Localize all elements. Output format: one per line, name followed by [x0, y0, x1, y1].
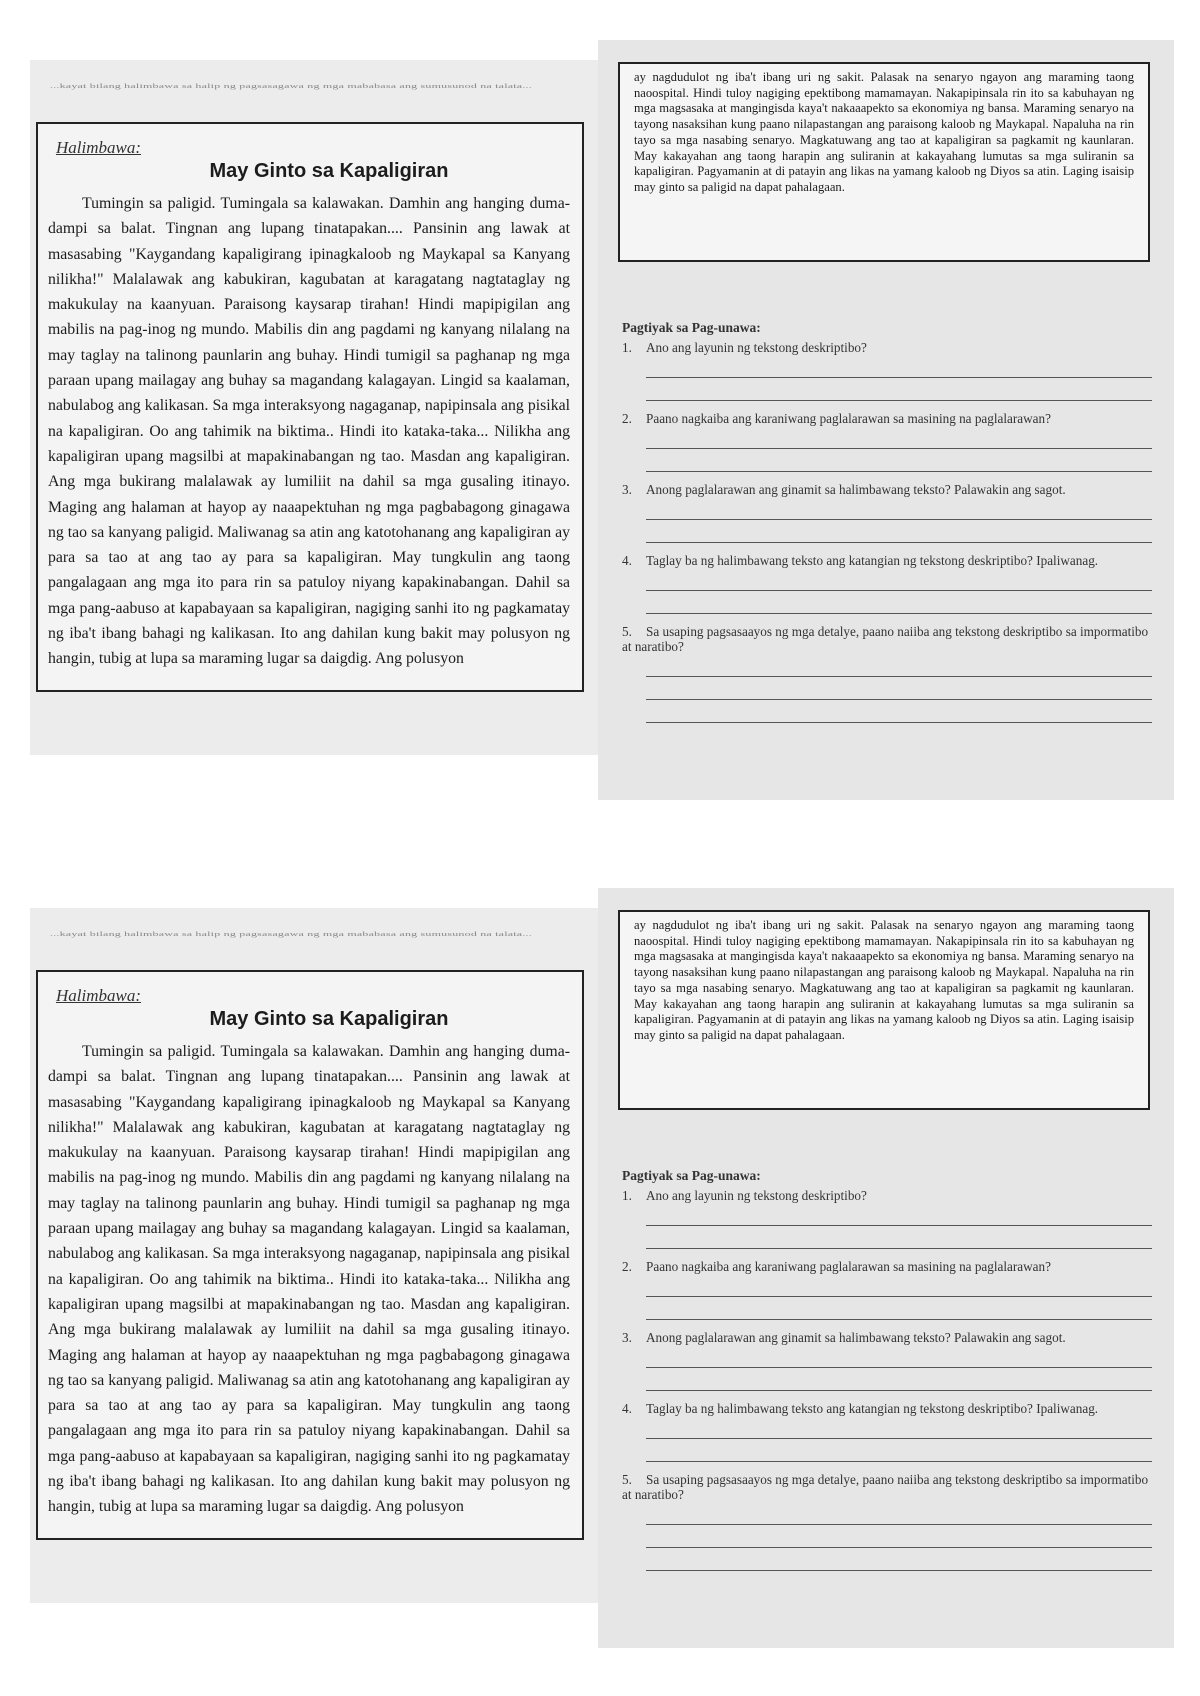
question-number: 2.: [622, 411, 632, 426]
question-number: 3.: [622, 482, 632, 497]
questions-heading: Pagtiyak sa Pag-unawa:: [622, 1168, 761, 1183]
questions-list: [622, 1188, 1152, 1581]
example-box: [36, 970, 584, 1540]
question-item: [622, 1188, 1152, 1249]
question-item: [622, 411, 1152, 472]
continuation-text: ay nagdudulot ng iba't ibang uri ng sakit. Palasak na senaryo ngayon ang maraming taong naoospital. Hindi tuloy nagiging epektibong mamamayan. Nakapipinsala rin ito sa kabuhayan ng mga magsasaka at mangingisda kaya't nakaaapekto sa ekonomiya ng bansa. Maraming senaryo na tayong nasaksihan kung paano nilapastangan ang paraisong kaloob ng Maykapal. Napaluha na rin tayo sa mga nasabing senaryo. Magkatuwang ang tao at kapaligiran sa pagkamit ng kaunlaran. May kakayahan ang taong harapin ang suliranin at kakayahang lumutas sa mga suliranin sa kapaligiran. Pagyamanin at di patayin ang likas na yamang kaloob ng Diyos sa atin. Laging isaisip may ginto sa paligid na dapat pahalagaan.: [634, 918, 1134, 1042]
question-number: 4.: [622, 1401, 632, 1416]
answer-line[interactable]: [646, 519, 1152, 520]
question-number: 5.: [622, 1472, 632, 1487]
question-text: Anong paglalarawan ang ginamit sa halimbawang teksto? Palawakin ang sagot.: [646, 1330, 1066, 1345]
questions-heading: Pagtiyak sa Pag-unawa:: [622, 320, 761, 335]
question-text: Ano ang layunin ng tekstong deskriptibo?: [646, 340, 867, 355]
example-title: May Ginto sa Kapaligiran: [209, 1008, 449, 1030]
right-page: [598, 888, 1174, 1648]
question-text: Paano nagkaiba ang karaniwang paglalarawan sa masining na paglalarawan?: [646, 411, 1051, 426]
answer-line[interactable]: [646, 1319, 1152, 1320]
answer-line[interactable]: [646, 699, 1152, 700]
right-page: [598, 40, 1174, 800]
question-item: [622, 340, 1152, 401]
question-text: Sa usaping pagsasaayos ng mga detalye, paano naiiba ang tekstong deskriptibo sa impormatibo at naratibo?: [622, 1472, 1149, 1502]
question-number: 1.: [622, 340, 632, 355]
question-item: [622, 1330, 1152, 1391]
answer-line[interactable]: [646, 590, 1152, 591]
cut-off-text-line: ...kayat bilang halimbawa sa halip ng pagsasagawa ng mga mababasa ang sumusunod na talata...: [50, 82, 532, 90]
answer-line[interactable]: [646, 1248, 1152, 1249]
question-text: Taglay ba ng halimbawang teksto ang katangian ng tekstong deskriptibo? Ipaliwanag.: [646, 553, 1099, 568]
question-item: [622, 553, 1152, 614]
cut-off-text-line: ...kayat bilang halimbawa sa halip ng pagsasagawa ng mga mababasa ang sumusunod na talata...: [50, 930, 532, 938]
answer-line[interactable]: [646, 542, 1152, 543]
answer-line[interactable]: [646, 400, 1152, 401]
question-item: [622, 1259, 1152, 1320]
answer-line[interactable]: [646, 1547, 1152, 1548]
answer-line[interactable]: [646, 471, 1152, 472]
continuation-text: ay nagdudulot ng iba't ibang uri ng sakit. Palasak na senaryo ngayon ang maraming taong naoospital. Hindi tuloy nagiging epektibong mamamayan. Nakapipinsala rin ito sa kabuhayan ng mga magsasaka at mangingisda kaya't nakaaapekto sa ekonomiya ng bansa. Maraming senaryo na tayong nasaksihan kung paano nilapastangan ang paraisong kaloob ng Maykapal. Napaluha na rin tayo sa mga nasabing senaryo. Magkatuwang ang tao at kapaligiran sa pagkamit ng kaunlaran. May kakayahan ang taong harapin ang suliranin at kakayahang lumutas sa mga suliranin sa kapaligiran. Pagyamanin at di patayin ang likas na yamang kaloob ng Diyos sa atin. Laging isaisip may ginto sa paligid na dapat pahalagaan.: [634, 70, 1134, 194]
example-title: May Ginto sa Kapaligiran: [209, 160, 449, 182]
answer-line[interactable]: [646, 1438, 1152, 1439]
example-body: Tumingin sa paligid. Tumingala sa kalawakan. Damhin ang hanging dumadampi sa balat. Tingnan ang lupang tinatapakan.... Pansinin ang lawak at masasabing "Kaygandang kapaligirang ipinagkaloob ng Maykapal sa Kanyang nilikha!" Malalawak ang kabukiran, kagubatan at karagatang nagtataglay ng makukulay na kaanyuan. Paraisong kaysarap tirahan! Hindi mapipigilan ang mabilis na pag-inog ng mundo. Mabilis din ang pagdami ng kanyang nilalang na may taglay na talinong paunlarin ang buhay. Hindi tumigil sa paghanap ng mga paraan upang mailagay ang buhay sa magandang kalagayan. Lingid sa kaalaman, nabulabog ang kalikasan. Sa mga interaksyong nagaganap, napipinsala ang pisikal na kapaligiran. Oo ang tahimik na biktima.. Hindi ito kataka-taka... Nilikha ang kapaligiran upang magsilbi at mapakinabangan ng tao. Masdan ang kapaligiran. Ang mga bukirang malalawak ay lumiliit na dahil sa mga gusaling itinayo. Maging ang halaman at hayop ay naaapektuhan ng mga pagbabagong ginagawa ng tao sa kanyang paligid. Maliwanag sa atin ang katotohanang ang kapaligiran ay para sa tao at ang tao ay para sa kapaligiran. May tungkulin ang taong pangalagaan ang mga ito para rin sa patuloy niyang kapakinabangan. Dahil sa mga pang-aabuso at kapabayaan sa kapaligiran, nagiging sanhi ito ng pagkamatay ng iba't ibang bahagi ng kalikasan. Ito ang dahilan kung bakit may polusyon ng hangin, tubig at lupa sa maraming lugar sa daigdig. Ang polusyon: [48, 1043, 570, 1516]
example-label: Halimbawa:: [56, 138, 141, 157]
question-text: Ano ang layunin ng tekstong deskriptibo?: [646, 1188, 867, 1203]
answer-line[interactable]: [646, 1296, 1152, 1297]
continuation-box: [618, 62, 1150, 262]
answer-line[interactable]: [646, 1570, 1152, 1571]
example-label: Halimbawa:: [56, 986, 141, 1005]
question-item: [622, 482, 1152, 543]
question-number: 4.: [622, 553, 632, 568]
left-page: [30, 60, 598, 755]
question-number: 3.: [622, 1330, 632, 1345]
question-number: 2.: [622, 1259, 632, 1274]
question-text: Anong paglalarawan ang ginamit sa halimbawang teksto? Palawakin ang sagot.: [646, 482, 1066, 497]
left-page: [30, 908, 598, 1603]
answer-line[interactable]: [646, 1225, 1152, 1226]
question-item: [622, 1472, 1152, 1571]
question-text: Taglay ba ng halimbawang teksto ang katangian ng tekstong deskriptibo? Ipaliwanag.: [646, 1401, 1099, 1416]
question-number: 1.: [622, 1188, 632, 1203]
question-text: Sa usaping pagsasaayos ng mga detalye, paano naiiba ang tekstong deskriptibo sa impormatibo at naratibo?: [622, 624, 1149, 654]
question-item: [622, 624, 1152, 723]
answer-line[interactable]: [646, 377, 1152, 378]
answer-line[interactable]: [646, 1390, 1152, 1391]
questions-list: [622, 340, 1152, 733]
answer-line[interactable]: [646, 676, 1152, 677]
question-text: Paano nagkaiba ang karaniwang paglalarawan sa masining na paglalarawan?: [646, 1259, 1051, 1274]
question-number: 5.: [622, 624, 632, 639]
worksheet-copy-bottom: [0, 848, 1200, 1696]
answer-line[interactable]: [646, 1461, 1152, 1462]
answer-line[interactable]: [646, 1524, 1152, 1525]
answer-line[interactable]: [646, 448, 1152, 449]
question-item: [622, 1401, 1152, 1462]
continuation-box: [618, 910, 1150, 1110]
example-body: Tumingin sa paligid. Tumingala sa kalawakan. Damhin ang hanging dumadampi sa balat. Tingnan ang lupang tinatapakan.... Pansinin ang lawak at masasabing "Kaygandang kapaligirang ipinagkaloob ng Maykapal sa Kanyang nilikha!" Malalawak ang kabukiran, kagubatan at karagatang nagtataglay ng makukulay na kaanyuan. Paraisong kaysarap tirahan! Hindi mapipigilan ang mabilis na pag-inog ng mundo. Mabilis din ang pagdami ng kanyang nilalang na may taglay na talinong paunlarin ang buhay. Hindi tumigil sa paghanap ng mga paraan upang mailagay ang buhay sa magandang kalagayan. Lingid sa kaalaman, nabulabog ang kalikasan. Sa mga interaksyong nagaganap, napipinsala ang pisikal na kapaligiran. Oo ang tahimik na biktima.. Hindi ito kataka-taka... Nilikha ang kapaligiran upang magsilbi at mapakinabangan ng tao. Masdan ang kapaligiran. Ang mga bukirang malalawak ay lumiliit na dahil sa mga gusaling itinayo. Maging ang halaman at hayop ay naaapektuhan ng mga pagbabagong ginagawa ng tao sa kanyang paligid. Maliwanag sa atin ang katotohanang ang kapaligiran ay para sa tao at ang tao ay para sa kapaligiran. May tungkulin ang taong pangalagaan ang mga ito para rin sa patuloy niyang kapakinabangan. Dahil sa mga pang-aabuso at kapabayaan sa kapaligiran, nagiging sanhi ito ng pagkamatay ng iba't ibang bahagi ng kalikasan. Ito ang dahilan kung bakit may polusyon ng hangin, tubig at lupa sa maraming lugar sa daigdig. Ang polusyon: [48, 195, 570, 668]
answer-line[interactable]: [646, 1367, 1152, 1368]
example-box: [36, 122, 584, 692]
answer-line[interactable]: [646, 722, 1152, 723]
answer-line[interactable]: [646, 613, 1152, 614]
